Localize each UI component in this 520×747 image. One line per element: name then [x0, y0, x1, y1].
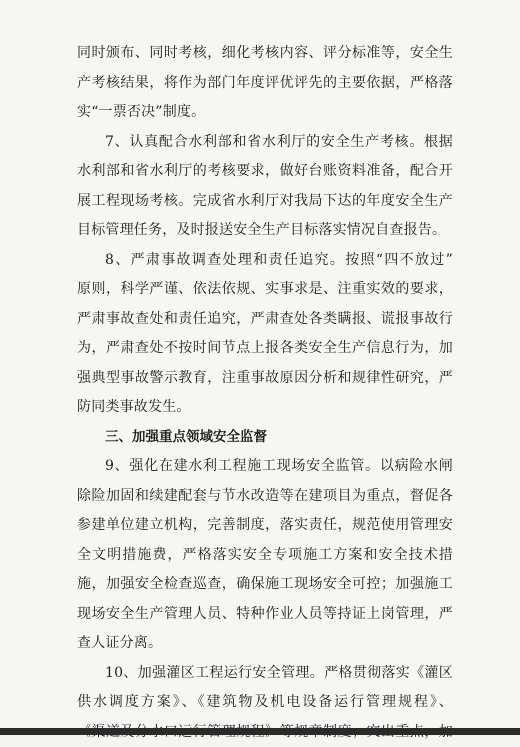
text-line: 现场安全生产管理人员、特种作业人员等持证上岗管理，严 [77, 600, 453, 630]
paragraph-9-start: 9、强化在建水利工程施工现场安全监管。以病险水闸 [77, 452, 453, 482]
text-line: 产考核结果，将作为部门年度评优评先的主要依据，严格落 [77, 69, 453, 99]
text-line: 严肃事故查处和责任追究，严肃查处各类瞒报、谎报事故行 [77, 305, 453, 335]
text-line: 同时颁布、同时考核，细化考核内容、评分标准等，安全生 [77, 39, 453, 69]
text-line: 实“一票否决”制度。 [77, 98, 453, 128]
text-line: 全文明措施费，严格落实安全专项施工方案和安全技术措 [77, 541, 453, 571]
paragraph-10-start: 10、加强灌区工程运行安全管理。严格贯彻落实《灌区 [77, 659, 453, 689]
text-line: 查人证分离。 [77, 629, 453, 659]
text-line: 参建单位建立机构，完善制度，落实责任，规范使用管理安 [77, 511, 453, 541]
document-body [77, 39, 453, 747]
text-line: 为，严肃查处不按时间节点上报各类安全生产信息行为，加 [77, 334, 453, 364]
text-line: 强典型事故警示教育，注重事故原因分析和规律性研究，严 [77, 364, 453, 394]
text-line: 防同类事故发生。 [77, 393, 453, 423]
text-line: 供水调度方案》、《建筑物及机电设备运行管理规程》、 [77, 688, 453, 718]
text-line: 原则，科学严谨、依法依规、实事求是、注重实效的要求， [77, 275, 453, 305]
section-heading: 三、加强重点领域安全监督 [77, 423, 453, 453]
paragraph-8-start: 8、严肃事故调查处理和责任追究。按照“四不放过” [77, 246, 453, 276]
text-line: 展工程现场考核。完成省水利厅对我局下达的年度安全生产 [77, 187, 453, 217]
text-line: 目标管理任务，及时报送安全生产目标落实情况自查报告。 [77, 216, 453, 246]
paragraph-7-start: 7、认真配合水利部和省水利厅的安全生产考核。根据 [77, 128, 453, 158]
text-line: 水利部和省水利厅的考核要求，做好台账资料准备，配合开 [77, 157, 453, 187]
text-line: 施，加强安全检查巡查，确保施工现场安全可控；加强施工 [77, 570, 453, 600]
text-line: 除险加固和续建配套与节水改造等在建项目为重点，督促各 [77, 482, 453, 512]
scan-edge-bar [0, 728, 520, 735]
